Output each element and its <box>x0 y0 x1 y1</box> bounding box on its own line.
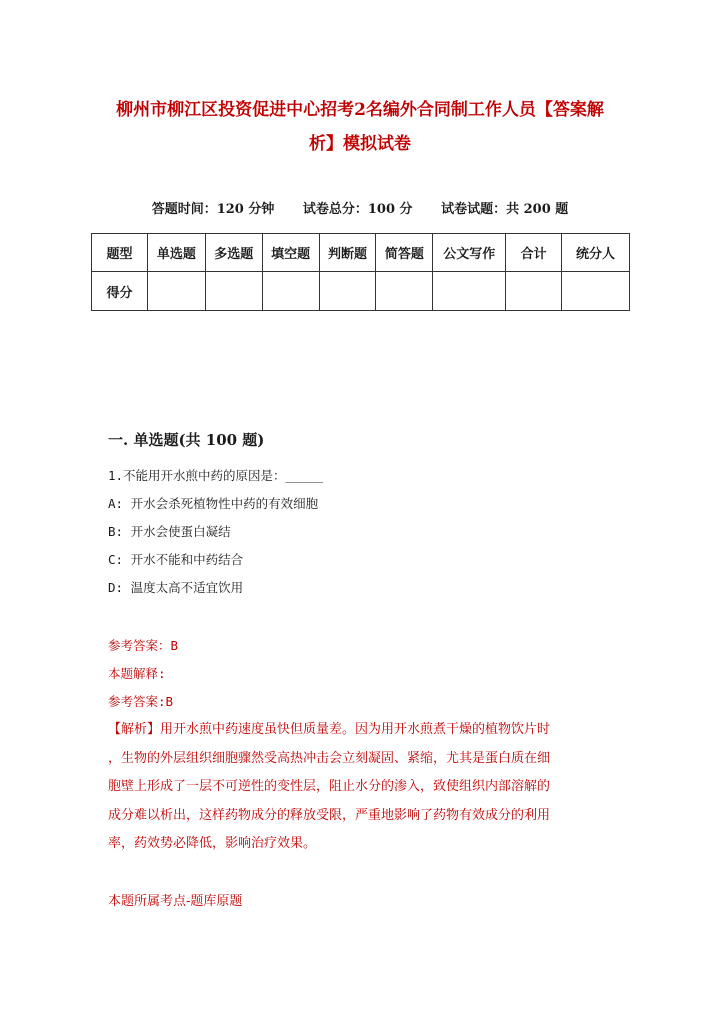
explanation-line: 率，药效势必降低，影响治疗效果。 <box>108 836 317 851</box>
score-header-cell: 合计 <box>506 234 562 272</box>
explanation-line: ，生物的外层组织细胞骤然受高热冲击会立刻凝固、紧缩，尤其是蛋白质在细 <box>108 750 551 766</box>
exam-time: 答题时间：120 分钟 <box>151 202 275 217</box>
explanation-line: 【解析】用开水煎中药速度虽快但质量差。因为用开水煎煮干燥的植物饮片时 <box>108 722 551 737</box>
score-cell <box>376 272 433 311</box>
option-b: B: 开水会使蛋白凝结 <box>108 524 231 539</box>
score-header-cell: 统分人 <box>562 234 630 272</box>
score-header-cell: 判断题 <box>319 234 376 272</box>
option-a: A: 开水会杀死植物性中药的有效细胞 <box>108 496 319 511</box>
option-c: C: 开水不能和中药结合 <box>108 552 244 567</box>
score-cell <box>262 272 319 311</box>
answer-label: 参考答案：B <box>108 638 179 653</box>
exam-total-score: 试卷总分：100 分 <box>302 202 413 217</box>
score-table-score-row <box>92 272 630 311</box>
section-title: 一. 单选题(共 100 题) <box>108 431 265 449</box>
option-d: D: 温度太高不适宜饮用 <box>108 580 244 595</box>
explanation-text <box>108 716 604 859</box>
score-table-header-row <box>92 234 630 272</box>
explanation-line: 胞壁上形成了一层不可逆性的变性层，阻止水分的渗入，致使组织内部溶解的 <box>108 779 551 794</box>
score-table <box>91 233 630 311</box>
explanation-label: 本题解释: <box>108 666 166 681</box>
exam-meta <box>0 198 720 217</box>
exam-question-count: 试卷试题：共 200 题 <box>441 202 569 217</box>
score-header-cell: 填空题 <box>262 234 319 272</box>
score-cell <box>562 272 630 311</box>
document-title-continued: 析】模拟试卷 <box>309 134 411 154</box>
document-title: 柳州市柳江区投资促进中心招考2名编外合同制工作人员【答案解 <box>116 100 604 120</box>
score-header-cell: 单选题 <box>147 234 205 272</box>
score-header-cell: 简答题 <box>376 234 433 272</box>
score-header-cell: 多选题 <box>205 234 262 272</box>
score-header-cell: 公文写作 <box>433 234 506 272</box>
score-row-label: 得分 <box>92 272 148 311</box>
score-cell <box>205 272 262 311</box>
question-stem: 1.不能用开水煎中药的原因是：_____ <box>108 468 324 483</box>
topic-note: 本题所属考点-题库原题 <box>108 894 243 909</box>
score-cell <box>147 272 205 311</box>
score-cell <box>506 272 562 311</box>
score-cell <box>433 272 506 311</box>
score-cell <box>319 272 376 311</box>
answer-label-repeat: 参考答案:B <box>108 694 174 709</box>
explanation-line: 成分难以析出，这样药物成分的释放受限，严重地影响了药物有效成分的利用 <box>108 807 551 823</box>
score-header-cell: 题型 <box>92 234 148 272</box>
